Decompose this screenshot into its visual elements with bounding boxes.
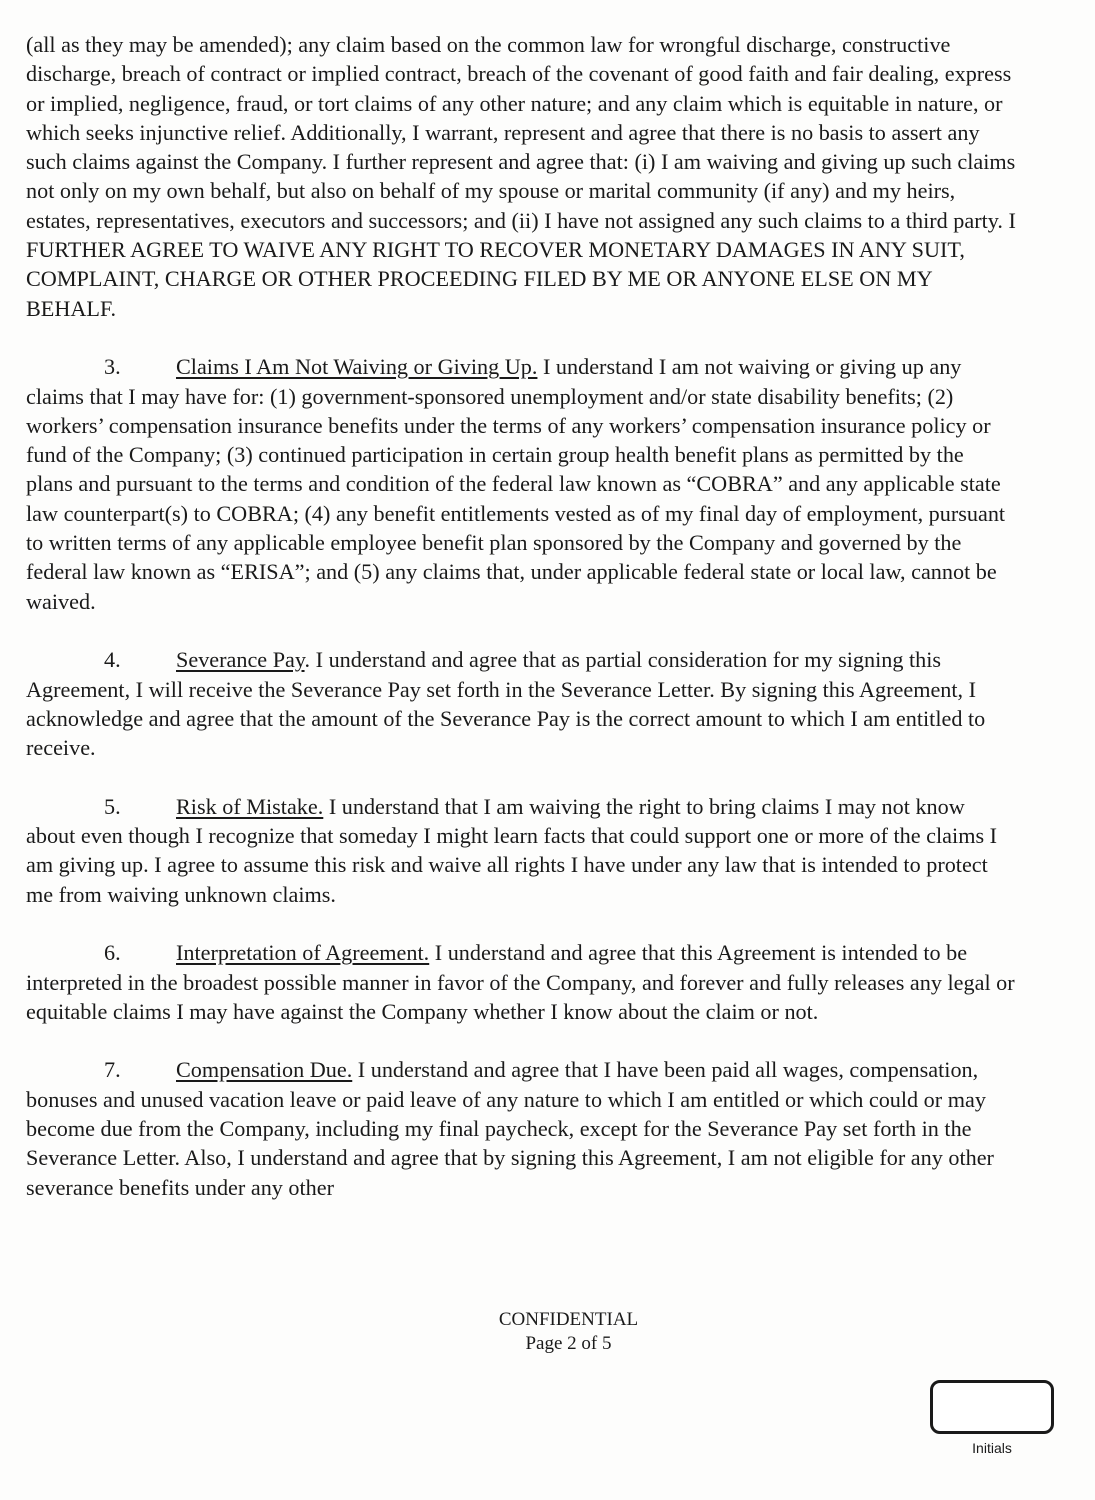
section-6-paragraph: [26, 938, 1016, 1026]
initials-box[interactable]: [930, 1380, 1054, 1434]
section-heading: Risk of Mistake.: [176, 793, 324, 819]
page-footer: [0, 1308, 1095, 1356]
section-4-paragraph: [26, 645, 1016, 762]
section-text: I understand and agree that I have been paid all wages, compensation, bonuses and unused vacation leave or paid leave of any nature to which I am entitled or which could or may become due from the Company, including my final paycheck, except for the Severance Pay set forth in the Severance Letter. Also, I understand and agree that by signing this Agreement, I am not eligible for any other severance benefits under any other: [26, 1057, 994, 1200]
section-number: 5.: [104, 793, 121, 819]
confidential-label: CONFIDENTIAL: [498, 1309, 639, 1330]
section-heading: Severance Pay: [176, 647, 305, 673]
initials-label: Initials: [972, 1440, 1012, 1456]
section-number: 6.: [104, 940, 121, 966]
section-number: 7.: [104, 1057, 121, 1083]
section-heading: Compensation Due.: [176, 1057, 353, 1083]
section-text: I understand I am not waiving or giving up any claims that I may have for: (1) government-sponsored unemployment and/or state disability benefits; (2) workers’ compensation insurance benefits under the terms of any workers’ compensation insurance policy or fund of the Company; (3) continued participation in certain group health benefit plans as permitted by the plans and pursuant to the terms and condition of the federal law known as “COBRA” and any applicable state law counterpart(s) to COBRA; (4) any benefit entitlements vested as of my final day of employment, pursuant to written terms of any applicable employee benefit plan sponsored by the Company and governed by the federal law known as “ERISA”; and (5) any claims that, under applicable federal state or local law, cannot be waived.: [26, 354, 1006, 614]
section-5-paragraph: [26, 792, 1016, 909]
section-text: I understand and agree that this Agreement is intended to be interpreted in the broadest possible manner in favor of the Company, and forever and fully releases any legal or equitable claims I may have against the Company whether I know about the claim or not.: [26, 940, 1015, 1024]
page-number: Page 2 of 5: [525, 1333, 612, 1354]
section-heading: Claims I Am Not Waiving or Giving Up.: [176, 354, 538, 380]
section-number: 3.: [104, 354, 121, 380]
section-text: . I understand and agree that as partial consideration for my signing this Agreement, I will receive the Severance Pay set forth in the Severance Letter. By signing this Agreement, I acknowledge and agree that the amount of the Severance Pay is the correct amount to which I am entitled to receive.: [26, 647, 986, 761]
section-7-paragraph: [26, 1055, 1016, 1201]
section-number: 4.: [104, 647, 121, 673]
section-heading: Interpretation of Agreement.: [176, 940, 430, 966]
section-3-paragraph: [26, 352, 1016, 616]
continuation-paragraph: (all as they may be amended); any claim based on the common law for wrongful discharge, constructive discharge, breach of contract or implied contract, breach of the covenant of good faith and fair dealing, express or implied, negligence, fraud, or tort claims of any other nature; and any claim which is equitable in nature, or which seeks injunctive relief. Additionally, I warrant, represent and agree that there is no basis to assert any such claims against the Company. I further represent and agree that: (i) I am waiving and giving up such claims not only on my own behalf, but also on behalf of my spouse or marital community (if any) and my heirs, estates, representatives, executors and successors; and (ii) I have not assigned any such claims to a third party. I FURTHER AGREE TO WAIVE ANY RIGHT TO RECOVER MONETARY DAMAGES IN ANY SUIT, COMPLAINT, CHARGE OR OTHER PROCEEDING FILED BY ME OR ANYONE ELSE ON MY BEHALF.: [26, 32, 1016, 321]
section-text: I understand that I am waiving the right to bring claims I may not know about even though I recognize that someday I might learn facts that could support one or more of the claims I am giving up. I agree to assume this risk and waive all rights I have under any law that is intended to protect me from waiving unknown claims.: [26, 793, 998, 907]
document-body: [26, 30, 1016, 1231]
